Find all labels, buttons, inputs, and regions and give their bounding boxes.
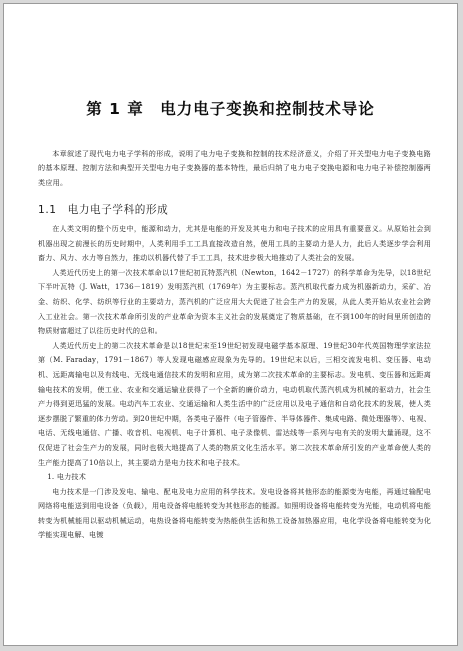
paragraph: 人类近代历史上的第一次技术革命以17世纪初瓦特蒸汽机（Newton，1642－1727）的科学革命为先导，以18世纪下半叶瓦特（J. Watt，1736－1819）发明蒸汽机（1769年）为主要标志。蒸汽机取代畜力成为机器新动力，采矿、冶金、纺织、化学、纺织等行业的主要动力，蒸汽机的广泛应用大大促进了社会生产力的发展，从此人类开始从农业社会跨入工业社会。第一次技术革命所引发的产业革命为资本主义社会的发展奠定了物质基础，在不到100年的时间里所创造的物质财富超过了以往历史时代的总和。: [38, 267, 431, 336]
numbered-subheading: 1. 电力技术: [47, 472, 87, 482]
paragraph: 人类近代历史上的第二次技术革命是以18世纪末至19世纪初发现电磁学基本原理、19世纪30年代英国物理学家法拉第（M. Faraday，1791－1867）等人发现电磁感应现象为先导的。19世纪末以后，三相交流发电机、变压器、电动机、远距离输电以及有线电、无线电通信技术的发明和应用，成为第二次技术革命的主要标志。发电机、变压器和远距离输电技术的发明，使工业、农业和交通运输业获得了一个全新的廉价动力，电动机取代蒸汽机成为机械的驱动力，社会生产力得到更迅猛的发展。电动汽车工农业、交通运输和人类生活中的广泛应用以及电子通信和自动化技术的发展，使人类逐步摆脱了繁重的体力劳动。到20世纪中期，各类电子器件（电子管器件、半导体器件、集成电路、微处理器等）、电视、电话、无线电通信、广播、收音机、电视机、电子计算机、电子录像机、雷达线等一系列与电有关的发明大量涌现，这不仅促进了社会生产力的发展，同时也极大地提高了人类的物质文化生活水平。第二次技术革命所引发的产业革命使人类的生产能力提高了10倍以上，其主要动力是电力技术和电子技术。: [38, 340, 431, 467]
paragraph: 在人类文明的整个历史中，能源和动力，尤其是电能的开发及其电力和电子技术的应用具有重要意义。从原始社会到机器出现之前漫长的历史时期中，人类利用手工工具直接改造自然，使用工具的主要动力是人力，此后人类逐步学会利用畜力、风力、水力等自然力，推动以机器代替了手工工具，技术进步极大地推动了人类社会的发展。: [38, 224, 431, 263]
section-heading: [38, 202, 168, 217]
chapter-summary: 本章叙述了现代电力电子学科的形成，说明了电力电子变换和控制的技术经济意义，介绍了开关型电力电子变换电路的基本原理、控制方法和典型开关型电力电子变换器的基本特性，最后归纳了电力电子变换电源和电力电子补偿控制器两类应用。: [38, 149, 431, 187]
body-text: [38, 222, 431, 543]
section-title: 电力电子学科的形成: [67, 204, 169, 216]
document-page: [3, 3, 458, 646]
paragraph: 电力技术是一门涉及发电、输电、配电及电力应用的科学技术。发电设备将其他形态的能源变为电能，再通过输配电网络将电能送到用电设备（负载），用电设备将电能转变为其他形态的能源。如照明设备将电能转变为光能，电动机将电能转变为机械能用以驱动机械运动，电热设备将电能转变为热能供生活和热工设备加热器应用，电化学设备将电能转变为化学能实现电解、电镀: [38, 486, 431, 540]
chapter-title: 第 1 章 电力电子变换和控制技术导论: [86, 100, 375, 118]
section-number: 1.1: [38, 204, 57, 216]
